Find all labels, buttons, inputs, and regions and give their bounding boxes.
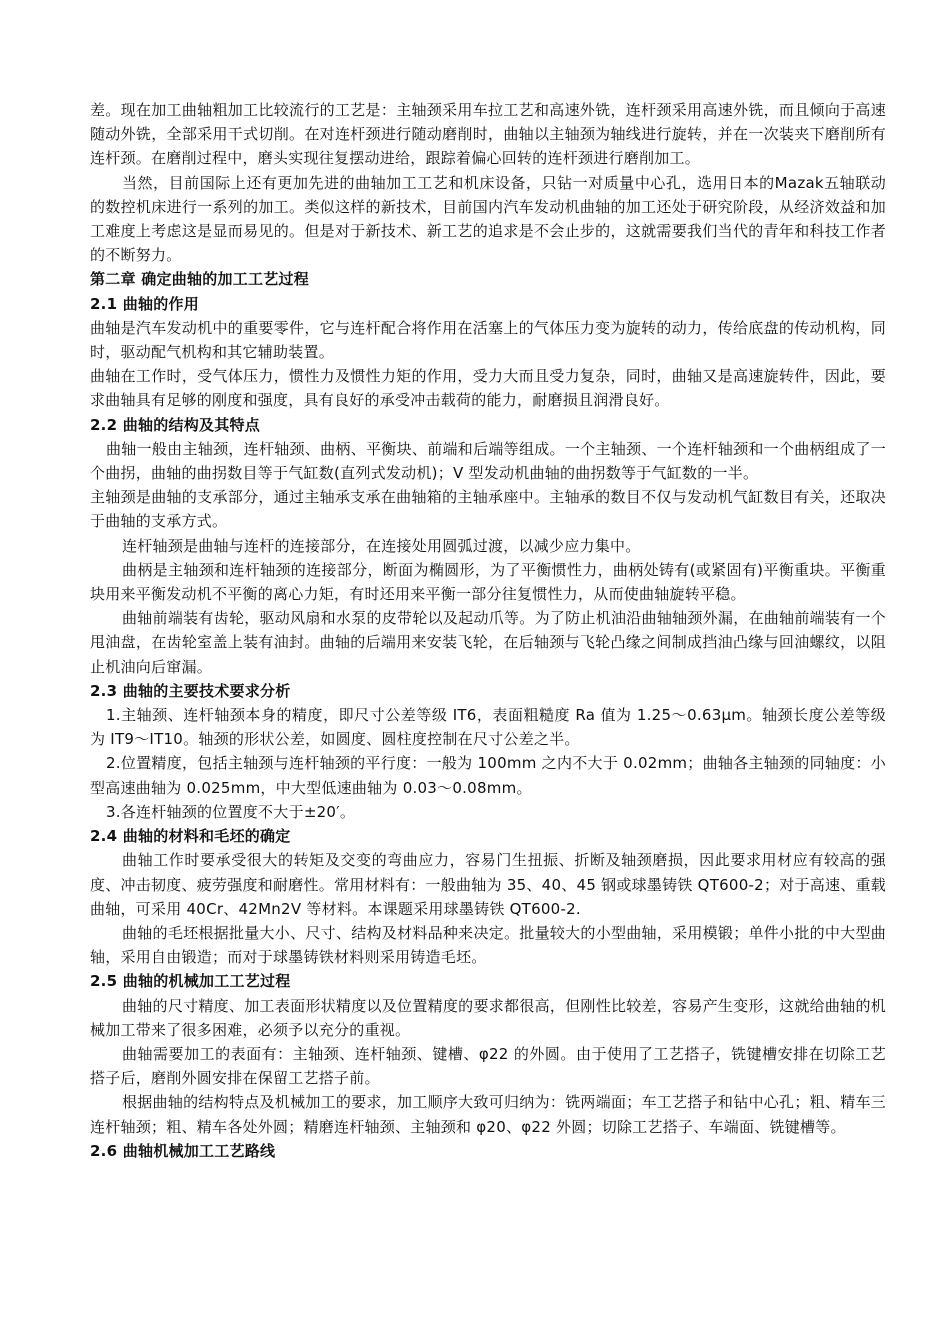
section-heading: 2.5 曲轴的机械加工工艺过程	[90, 972, 291, 991]
paragraph: 曲轴是汽车发动机中的重要零件，它与连杆配合将作用在活塞上的气体压力变为旋转的动力，传给底盘的传动机构，同时，驱动配气机构和其它辅助装置。	[90, 318, 886, 362]
section-heading: 2.1 曲轴的作用	[90, 294, 200, 313]
paragraph: 根据曲轴的结构特点及机械加工的要求，加工顺序大致可归纳为：铣两端面；车工艺搭子和钻中心孔；粗、精车三连杆轴颈；粗、精车各处外圆；精磨连杆轴颈、主轴颈和 φ20、φ22 外圆；切除工艺搭子、车端面、铣键槽等。	[90, 1093, 886, 1136]
paragraph: 差。现在加工曲轴粗加工比较流行的工艺是：主轴颈采用车拉工艺和高速外铣，连杆颈采用高速外铣，而且倾向于高速随动外铣，全部采用干式切削。在对连杆颈进行随动磨削时，曲轴以主轴颈为轴线进行旋转，并在一次装夹下磨削所有连杆颈。在磨削过程中，磨头实现往复摆动进给，跟踪着偏心回转的连杆颈进行磨削加工。	[90, 101, 886, 168]
document-page	[90, 98, 886, 1163]
paragraph: 曲柄是主轴颈和连杆轴颈的连接部分，断面为椭圆形，为了平衡惯性力，曲柄处铸有(或紧固有)平衡重块。平衡重块用来平衡发动机不平衡的离心力矩，有时还用来平衡一部分往复惯性力，从而使曲轴旋转平稳。	[90, 560, 886, 604]
paragraph: 曲轴前端装有齿轮，驱动风扇和水泵的皮带轮以及起动爪等。为了防止机油沿曲轴轴颈外漏，在曲轴前端装有一个甩油盘，在齿轮室盖上装有油封。曲轴的后端用来安装飞轮，在后轴颈与飞轮凸缘之间制成挡油凸缘与回油螺纹，以阻止机油向后窜漏。	[90, 609, 886, 676]
section-heading: 2.4 曲轴的材料和毛坯的确定	[90, 827, 291, 846]
section-heading: 2.6 曲轴机械加工工艺路线	[90, 1141, 276, 1160]
paragraph: 曲轴一般由主轴颈，连杆轴颈、曲柄、平衡块、前端和后端等组成。一个主轴颈、一个连杆轴颈和一个曲柄组成了一个曲拐，曲轴的曲拐数目等于气缸数(直列式发动机)；V 型发动机曲轴的曲拐数等于气缸数的一半。	[90, 439, 886, 483]
paragraph: 曲轴需要加工的表面有：主轴颈、连杆轴颈、键槽、φ22 的外圆。由于使用了工艺搭子，铣键槽安排在切除工艺搭子后，磨削外圆安排在保留工艺搭子前。	[90, 1044, 886, 1088]
paragraph: 当然，目前国际上还有更加先进的曲轴加工工艺和机床设备，只钻一对质量中心孔，选用日本的Mazak五轴联动的数控机床进行一系列的加工。类似这样的新技术，目前国内汽车发动机曲轴的加工还处于研究阶段，从经济效益和加工难度上考虑这是显而易见的。但是对于新技术、新工艺的追求是不会止步的，这就需要我们当代的青年和科技工作者的不断努力。	[90, 173, 886, 265]
paragraph: 主轴颈是曲轴的支承部分，通过主轴承支承在曲轴箱的主轴承座中。主轴承的数目不仅与发动机气缸数目有关，还取决于曲轴的支承方式。	[90, 488, 886, 531]
list-item: 1.主轴颈、连杆轴颈本身的精度，即尺寸公差等级 IT6，表面粗糙度 Ra 值为 1.25～0.63μm。轴颈长度公差等级为 IT9～IT10。轴颈的形状公差，如圆度、圆柱度控制在尺寸公差之半。	[90, 706, 886, 749]
chapter-heading: 第二章 确定曲轴的加工工艺过程	[90, 270, 309, 289]
paragraph: 连杆轴颈是曲轴与连杆的连接部分，在连接处用圆弧过渡，以减少应力集中。	[122, 536, 641, 555]
paragraph: 曲轴的尺寸精度、加工表面形状精度以及位置精度的要求都很高，但刚性比较差，容易产生变形，这就给曲轴的机械加工带来了很多困难，必须予以充分的重视。	[90, 996, 886, 1039]
paragraph: 曲轴工作时要承受很大的转矩及交变的弯曲应力，容易门生扭振、折断及轴颈磨损，因此要求用材应有较高的强度、冲击韧度、疲劳强度和耐磨性。常用材料有：一般曲轴为 35、40、45 钢或球墨铸铁 QT600-2；对于高速、重载曲轴，可采用 40Cr、42Mn2V 等材料。本课题采用球墨铸铁 QT600-2.	[90, 851, 886, 918]
section-heading: 2.3 曲轴的主要技术要求分析	[90, 681, 291, 700]
paragraph: 曲轴的毛坯根据批量大小、尺寸、结构及材料品种来决定。批量较大的小型曲轴，采用模锻；单件小批的中大型曲轴，采用自由锻造；而对于球墨铸铁材料则采用铸造毛坯。	[90, 923, 886, 967]
list-item: 3.各连杆轴颈的位置度不大于±20′。	[106, 802, 356, 821]
paragraph: 曲轴在工作时，受气体压力，惯性力及惯性力矩的作用，受力大而且受力复杂，同时，曲轴又是高速旋转件，因此，要求曲轴具有足够的刚度和强度，具有良好的承受冲击载荷的能力，耐磨损且润滑良好。	[90, 367, 886, 410]
section-heading: 2.2 曲轴的结构及其特点	[90, 415, 261, 434]
list-item: 2.位置精度，包括主轴颈与连杆轴颈的平行度：一般为 100mm 之内不大于 0.02mm；曲轴各主轴颈的同轴度：小型高速曲轴为 0.025mm，中大型低速曲轴为 0.03～0.08mm。	[90, 754, 886, 797]
